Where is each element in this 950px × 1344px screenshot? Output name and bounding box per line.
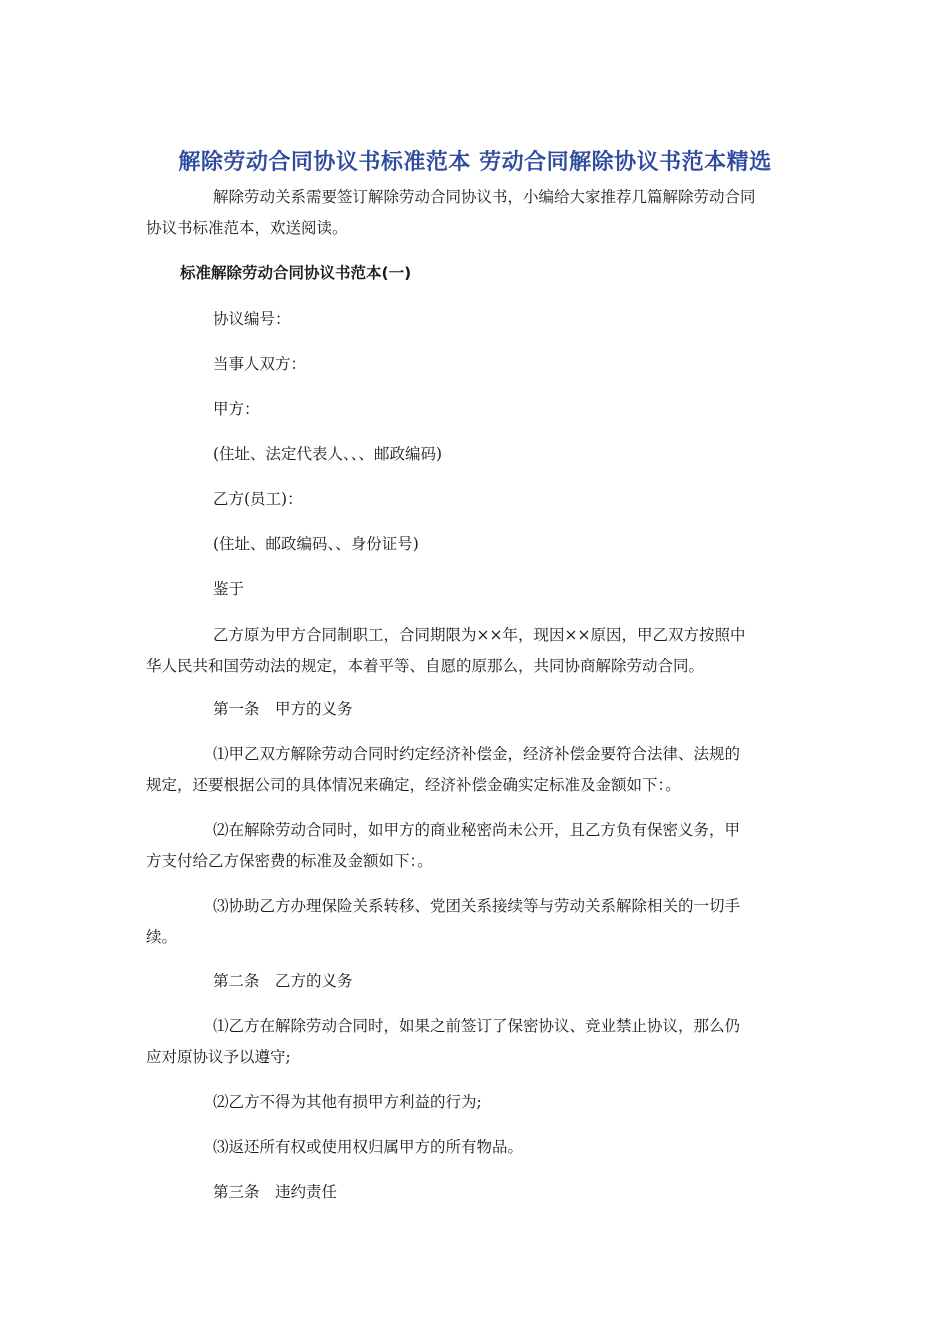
article-2-item-3: ⑶返还所有权或使用权归属甲方的所有物品。: [213, 1138, 524, 1156]
intro-line-2: 协议书标准范本，欢送阅读。: [146, 219, 348, 237]
intro-line-1: 解除劳动关系需要签订解除劳动合同协议书，小编给大家推荐几篇解除劳动合同: [213, 188, 756, 206]
article-2-item-1-line-2: 应对原协议予以遵守;: [146, 1048, 291, 1066]
article-1-title: 第一条 甲方的义务: [213, 700, 353, 718]
article-1-item-3-line-2: 续。: [146, 928, 178, 946]
article-1-item-1-line-2: 规定，还要根据公司的具体情况来确定，经济补偿金确实定标准及金额如下：。: [146, 776, 681, 794]
whereas-paragraph-line-2: 华人民共和国劳动法的规定，本着平等、自愿的原那么，共同协商解除劳动合同。: [146, 657, 705, 675]
article-2-item-2: ⑵乙方不得为其他有损甲方利益的行为;: [213, 1093, 482, 1111]
article-1-item-3-line-1: ⑶协助乙方办理保险关系转移、党团关系接续等与劳动关系解除相关的一切手: [213, 897, 741, 915]
party-a-info: (住址、法定代表人、、、邮政编码): [213, 445, 443, 463]
article-1-item-1-line-1: ⑴甲乙双方解除劳动合同时约定经济补偿金，经济补偿金要符合法律、法规的: [213, 745, 741, 763]
article-3-title: 第三条 违约责任: [213, 1183, 338, 1201]
article-1-item-2-line-1: ⑵在解除劳动合同时，如甲方的商业秘密尚未公开，且乙方负有保密义务，甲: [213, 821, 741, 839]
party-a-label: 甲方：: [213, 400, 260, 418]
parties-label: 当事人双方：: [213, 355, 307, 373]
whereas-label: 鉴于: [213, 580, 245, 598]
agreement-number-label: 协议编号：: [213, 310, 291, 328]
page-title: 解除劳动合同协议书标准范本 劳动合同解除协议书范本精选: [178, 149, 772, 175]
whereas-paragraph-line-1: 乙方原为甲方合同制职工，合同期限为××年，现因××原因，甲乙双方按照中: [213, 626, 746, 644]
party-b-info: (住址、邮政编码、、身份证号): [213, 535, 419, 553]
article-2-title: 第二条 乙方的义务: [213, 972, 353, 990]
party-b-label: 乙方(员工)：: [213, 490, 303, 508]
article-1-item-2-line-2: 方支付给乙方保密费的标准及金额如下：。: [146, 852, 433, 870]
article-2-item-1-line-1: ⑴乙方在解除劳动合同时，如果之前签订了保密协议、竞业禁止协议，那么仍: [213, 1017, 741, 1035]
section-heading: 标准解除劳动合同协议书范本(一): [180, 264, 412, 282]
